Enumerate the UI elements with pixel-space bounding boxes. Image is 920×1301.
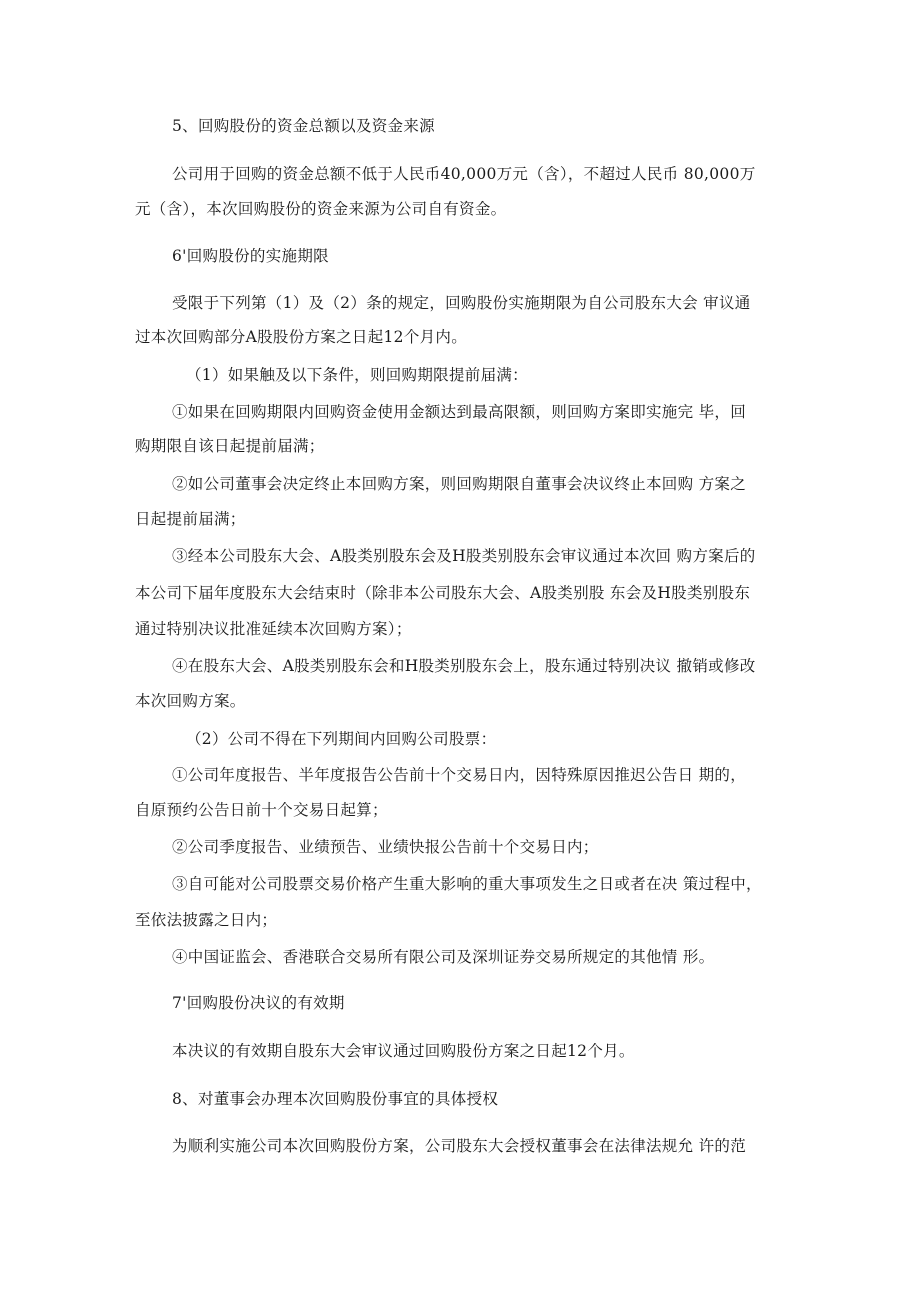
condition-1-item-2-line: ②如公司董事会决定终止本回购方案，则回购期限自董事会决议终止本回购 方案之	[172, 475, 747, 493]
section-7-heading: 7'回购股份决议的有效期	[172, 994, 345, 1012]
condition-1-item-3-line: 通过特别决议批准延续本次回购方案）；	[135, 620, 412, 638]
condition-1-item-2-line: 日起提前届满；	[135, 510, 246, 528]
condition-2-item-2: ②公司季度报告、业绩预告、业绩快报公告前十个交易日内；	[172, 838, 599, 856]
condition-2-item-4: ④中国证监会、香港联合交易所有限公司及深圳证券交易所规定的其他情 形。	[172, 948, 715, 966]
condition-1-item-4-line: ④在股东大会、A股类别股东会和H股类别股东会上，股东通过特别决议 撤销或修改	[172, 657, 756, 675]
section-6-paragraph-line: 过本次回购部分A股股份方案之日起12个月内。	[135, 328, 468, 346]
condition-2-item-1-line: 自原预约公告日前十个交易日起算；	[135, 801, 388, 819]
section-5-heading: 5、回购股份的资金总额以及资金来源	[172, 117, 435, 135]
condition-2-item-3-line: ③自可能对公司股票交易价格产生重大影响的重大事项发生之日或者在决 策过程中，	[172, 875, 762, 893]
condition-1-title: （1）如果触及以下条件，则回购期限提前届满：	[186, 366, 528, 384]
section-5-paragraph-line: 元（含），本次回购股份的资金来源为公司自有资金。	[135, 200, 507, 218]
section-6-paragraph-line: 受限于下列第（1）及（2）条的规定，回购股份实施期限为自公司股东大会 审议通	[172, 294, 751, 312]
condition-1-item-1-line: 购期限自该日起提前届满；	[135, 437, 325, 455]
section-7-paragraph: 本决议的有效期自股东大会审议通过回购股份方案之日起12个月。	[172, 1042, 635, 1060]
condition-1-item-1-line: ①如果在回购期限内回购资金使用金额达到最高限额，则回购方案即实施完 毕，回	[172, 403, 747, 421]
section-5-paragraph-line: 公司用于回购的资金总额不低于人民币40,000万元（含），不超过人民币 80,000万	[172, 165, 756, 183]
condition-1-item-3-line: 本公司下届年度股东大会结束时（除非本公司股东大会、A股类别股 东会及H股类别股东	[135, 584, 751, 602]
condition-1-item-4-line: 本次回购方案。	[135, 692, 246, 710]
section-8-paragraph-line: 为顺利实施公司本次回购股份方案，公司股东大会授权董事会在法律法规允 许的范	[172, 1137, 747, 1155]
condition-1-item-3-line: ③经本公司股东大会、A股类别股东会及H股类别股东会审议通过本次回 购方案后的	[172, 547, 756, 565]
condition-2-item-1-line: ①公司年度报告、半年度报告公告前十个交易日内，因特殊原因推迟公告日 期的，	[172, 766, 747, 784]
section-6-heading: 6'回购股份的实施期限	[172, 247, 329, 265]
condition-2-title: （2）公司不得在下列期间内回购公司股票：	[186, 730, 497, 748]
section-8-heading: 8、对董事会办理本次回购股份事宜的具体授权	[172, 1090, 499, 1108]
condition-2-item-3-line: 至依法披露之日内；	[135, 911, 278, 929]
